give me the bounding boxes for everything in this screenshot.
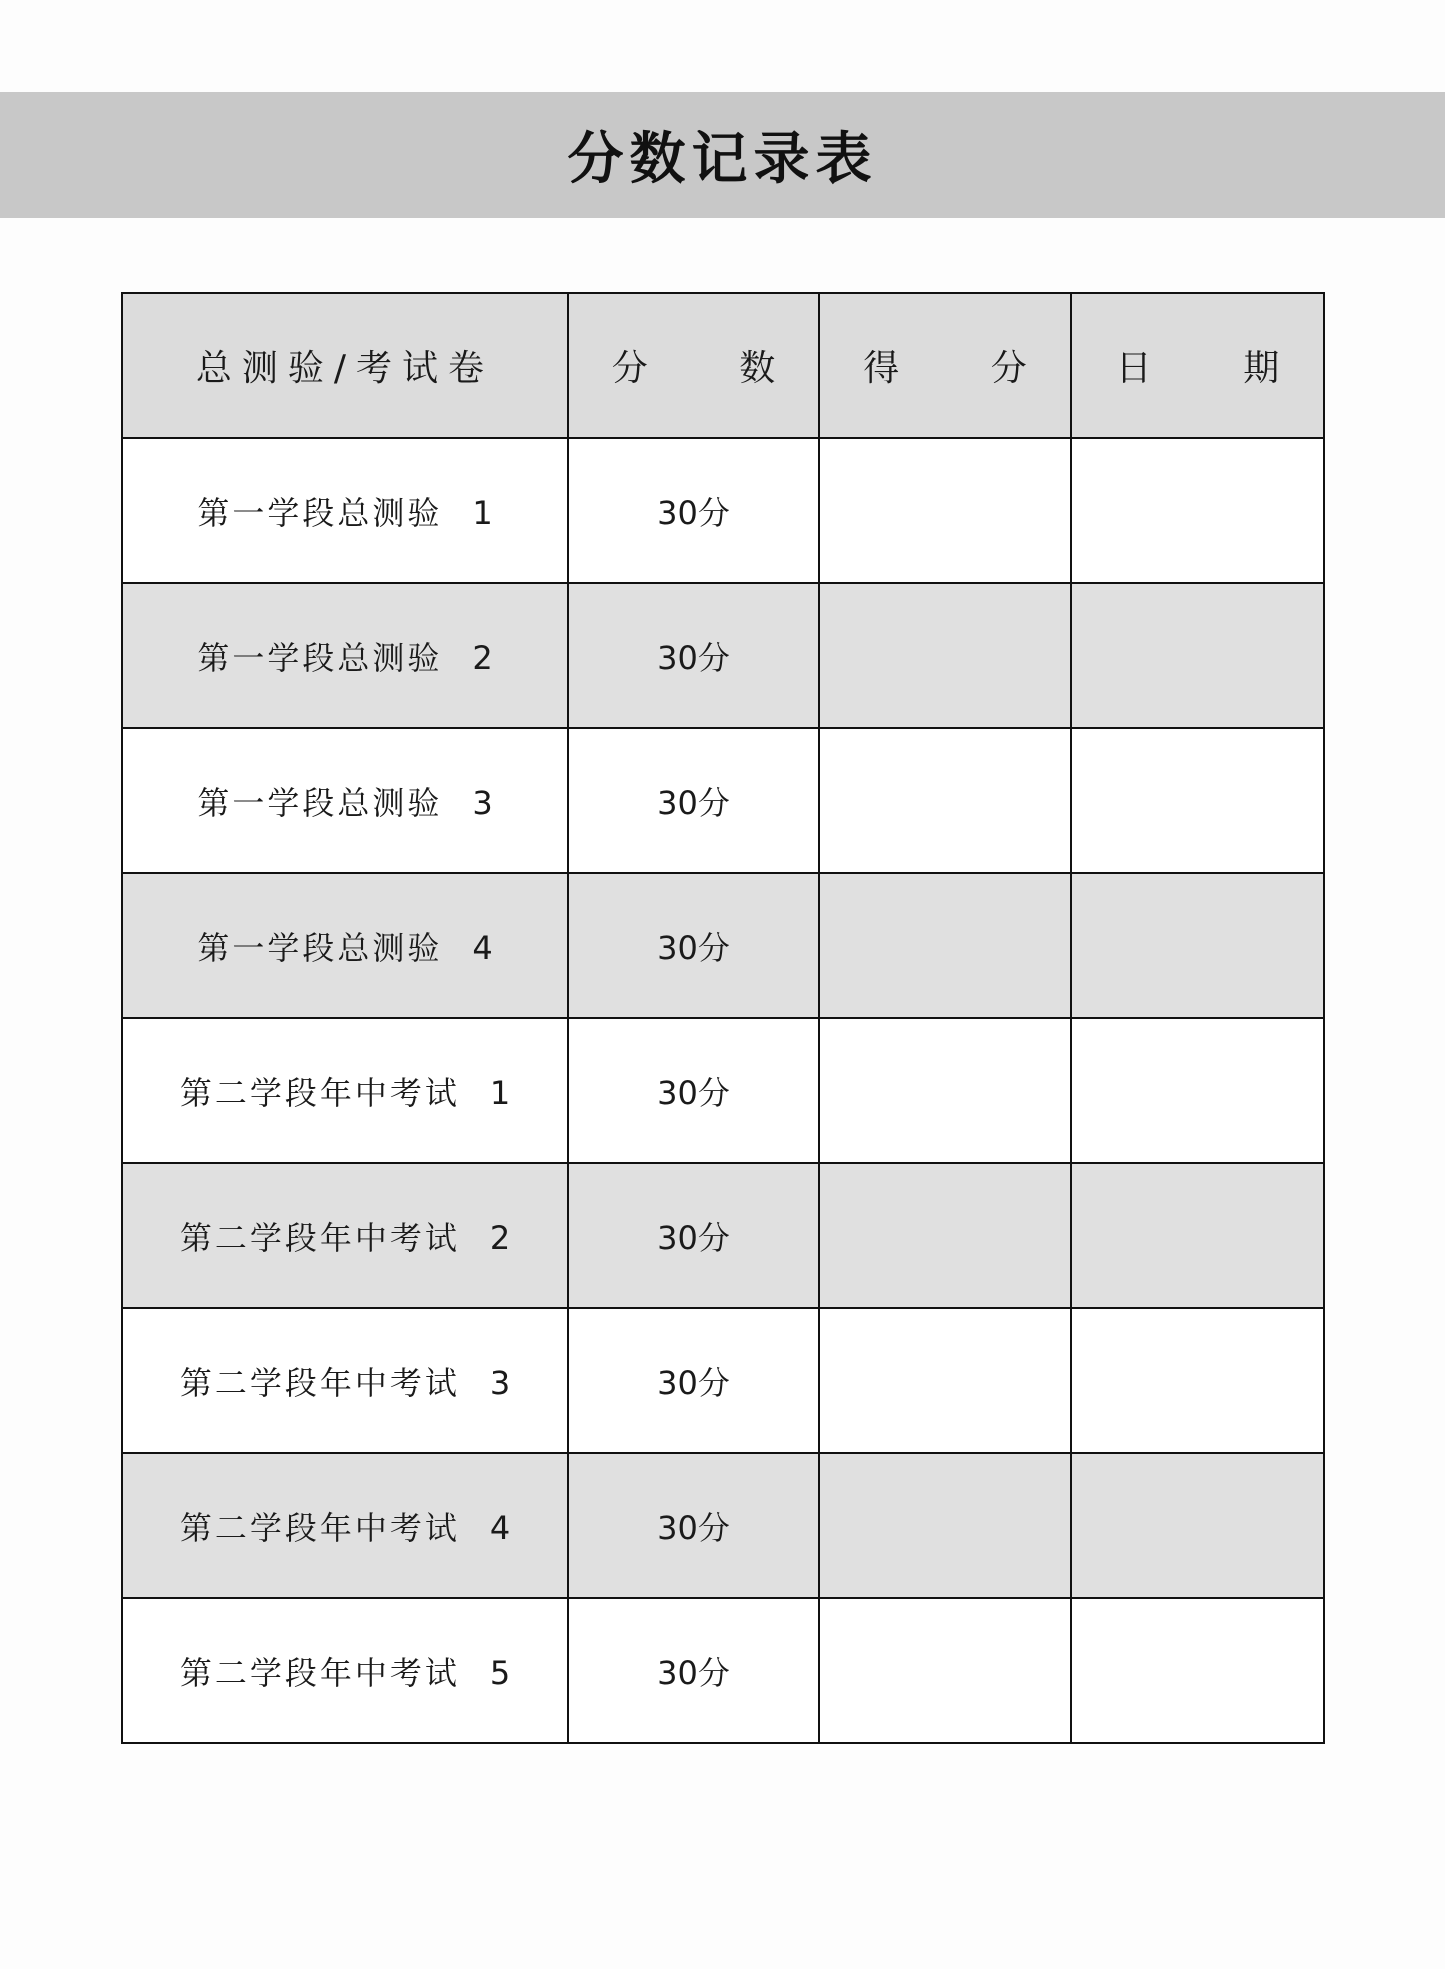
date-cell[interactable]: [1071, 583, 1324, 728]
score-record-table: [121, 292, 1325, 1744]
obtained-score-cell[interactable]: [819, 728, 1071, 873]
exam-name: 第一学段总测验: [197, 783, 443, 822]
exam-name: 第二学段年中考试: [179, 1508, 460, 1547]
exam-cell: [122, 1598, 568, 1743]
full-score-cell: 30分: [568, 438, 819, 583]
date-cell[interactable]: [1071, 728, 1324, 873]
table-row: [122, 1163, 1324, 1308]
exam-name: 第一学段总测验: [197, 493, 443, 532]
table-row: [122, 1308, 1324, 1453]
obtained-score-cell[interactable]: [819, 1018, 1071, 1163]
exam-name: 第二学段年中考试: [179, 1073, 460, 1112]
table-row: [122, 1453, 1324, 1598]
full-score-cell: 30分: [568, 1018, 819, 1163]
header-date: 日 期: [1071, 293, 1324, 438]
exam-number: 3: [489, 1363, 511, 1402]
exam-number: 1: [472, 493, 493, 532]
obtained-score-cell[interactable]: [819, 1453, 1071, 1598]
exam-cell: [122, 438, 568, 583]
exam-name: 第二学段年中考试: [179, 1653, 460, 1692]
table-row: [122, 1018, 1324, 1163]
full-score-cell: 30分: [568, 1598, 819, 1743]
header-exam: 总测验/考试卷: [122, 293, 568, 438]
exam-cell: [122, 1163, 568, 1308]
exam-name: 第二学段年中考试: [179, 1363, 460, 1402]
obtained-score-cell[interactable]: [819, 438, 1071, 583]
table-row: [122, 583, 1324, 728]
table-row: [122, 438, 1324, 583]
exam-number: 4: [489, 1508, 511, 1547]
page-title: 分数记录表: [567, 126, 878, 192]
exam-cell: [122, 1018, 568, 1163]
exam-number: 2: [472, 638, 493, 677]
date-cell[interactable]: [1071, 1018, 1324, 1163]
table-row: [122, 728, 1324, 873]
full-score-cell: 30分: [568, 873, 819, 1018]
exam-number: 1: [489, 1073, 511, 1112]
header-full-score: 分 数: [568, 293, 819, 438]
exam-name: 第一学段总测验: [197, 928, 443, 967]
date-cell[interactable]: [1071, 438, 1324, 583]
exam-number: 4: [472, 928, 493, 967]
full-score-cell: 30分: [568, 583, 819, 728]
title-band: [0, 92, 1445, 218]
exam-cell: [122, 583, 568, 728]
exam-number: 3: [472, 783, 493, 822]
table-row: [122, 1598, 1324, 1743]
full-score-cell: 30分: [568, 728, 819, 873]
exam-cell: [122, 1308, 568, 1453]
full-score-cell: 30分: [568, 1163, 819, 1308]
obtained-score-cell[interactable]: [819, 1163, 1071, 1308]
full-score-cell: 30分: [568, 1453, 819, 1598]
obtained-score-cell[interactable]: [819, 1308, 1071, 1453]
date-cell[interactable]: [1071, 1308, 1324, 1453]
exam-number: 2: [489, 1218, 511, 1257]
date-cell[interactable]: [1071, 1598, 1324, 1743]
exam-name: 第一学段总测验: [197, 638, 443, 677]
date-cell[interactable]: [1071, 1163, 1324, 1308]
table-row: [122, 873, 1324, 1018]
exam-number: 5: [489, 1653, 511, 1692]
obtained-score-cell[interactable]: [819, 583, 1071, 728]
date-cell[interactable]: [1071, 1453, 1324, 1598]
obtained-score-cell[interactable]: [819, 1598, 1071, 1743]
exam-cell: [122, 1453, 568, 1598]
exam-cell: [122, 728, 568, 873]
date-cell[interactable]: [1071, 873, 1324, 1018]
table-header-row: [122, 293, 1324, 438]
exam-cell: [122, 873, 568, 1018]
exam-name: 第二学段年中考试: [179, 1218, 460, 1257]
full-score-cell: 30分: [568, 1308, 819, 1453]
header-obtained-score: 得 分: [819, 293, 1071, 438]
obtained-score-cell[interactable]: [819, 873, 1071, 1018]
